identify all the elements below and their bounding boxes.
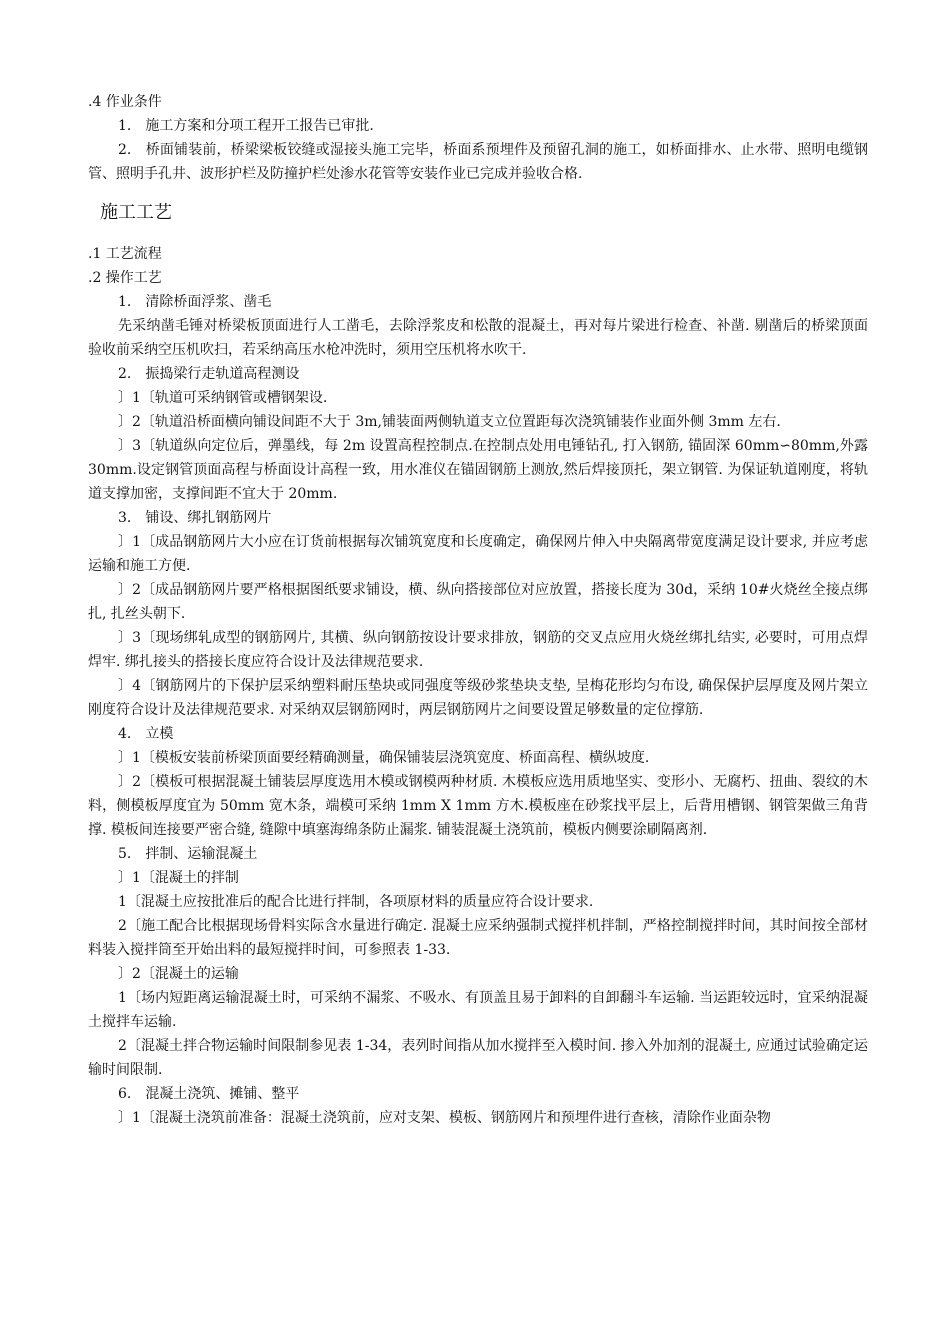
step-5-item-1-1: 1〔混凝土应按批准后的配合比进行拌制，各项原材料的质量应符合设计要求. <box>118 894 594 910</box>
step-1-heading: 1. 清除桥面浮浆、凿毛 <box>118 294 272 310</box>
subsection-2-heading: .2 操作工艺 <box>88 270 162 286</box>
section-title: 施工工艺 <box>100 202 172 223</box>
step-5-item-2-2: 2〔混凝土拌合物运输时间限制参见表 1-34，表列时间指从加水搅拌至入模时间. 掺入外加剂的混凝土, 应通过试验确定运输时间限制. <box>88 1038 868 1078</box>
step-5-item-1: 〕1〔混凝土的拌制 <box>118 870 239 886</box>
step-1-text: 先采纳凿毛锤对桥梁板顶面进行人工凿毛，去除浮浆皮和松散的混凝土，再对每片梁进行检查、补凿. 剔凿后的桥梁顶面验收前采纳空压机吹扫，若采纳高压水枪冲洗时，须用空压机将水吹干. <box>88 318 868 358</box>
step-2-item-2: 〕2〔轨道沿桥面横向铺设间距不大于 3m,铺装面两侧轨道支立位置距每次浇筑铺装作业面外侧 3mm 左右. <box>118 414 781 430</box>
step-4-item-1: 〕1〔模板安装前桥梁顶面要经精确测量，确保铺装层浇筑宽度、桥面高程、横纵坡度. <box>118 750 650 766</box>
condition-1: 1. 施工方案和分项工程开工报告已审批. <box>118 118 374 134</box>
step-3-item-2: 〕2〔成品钢筋网片要严格根据图纸要求铺设，横、纵向搭接部位对应放置，搭接长度为 30d，采纳 10#火烧丝全接点绑扎, 扎丝头朝下. <box>88 582 868 622</box>
step-2-item-1: 〕1〔轨道可采纳钢管或槽钢架设. <box>118 390 328 406</box>
step-3-item-3: 〕3〔现场绑轧成型的钢筋网片, 其横、纵向钢筋按设计要求排放，钢筋的交叉点应用火烧丝绑扎结实, 必要时，可用点焊焊牢. 绑扎接头的搭接长度应符合设计及法律规范要求. <box>88 630 868 670</box>
document-page <box>88 90 868 1130</box>
step-5-item-2: 〕2〔混凝土的运输 <box>118 966 239 982</box>
step-5-item-1-2: 2〔施工配合比根据现场骨料实际含水量进行确定. 混凝土应采纳强制式搅拌机拌制，严格控制搅拌时间，其时间按全部材料装入搅拌筒至开始出料的最短搅拌时间，可参照表 1-33. <box>88 918 868 958</box>
step-5-item-2-1: 1〔场内短距离运输混凝土时，可采纳不漏浆、不吸水、有顶盖且易于卸料的自卸翻斗车运输. 当运距较远时，宜采纳混凝土搅拌车运输. <box>88 990 868 1030</box>
step-3-heading: 3. 铺设、绑扎钢筋网片 <box>118 510 272 526</box>
step-6-item-1: 〕1〔混凝土浇筑前准备：混凝土浇筑前，应对支架、模板、钢筋网片和预埋件进行查核，清除作业面杂物 <box>118 1110 771 1126</box>
step-2-item-3: 〕3〔轨道纵向定位后，弹墨线，每 2m 设置高程控制点.在控制点处用电锤钻孔, 打入钢筋, 锚固深 60mm∽80mm,外露 30mm.设定钢管顶面高程与桥面设计高程一致，用水准仪在锚固钢筋上测放,然后焊接顶托，架立钢管. 为保证轨道刚度，将轨道支撑加密，支撑间距不宜大于 20mm. <box>88 438 868 502</box>
step-4-heading: 4. 立模 <box>118 726 174 742</box>
step-2-heading: 2. 振捣梁行走轨道高程测设 <box>118 366 300 382</box>
step-3-item-1: 〕1〔成品钢筋网片大小应在订货前根据每次铺筑宽度和长度确定，确保网片伸入中央隔离带宽度满足设计要求, 并应考虑运输和施工方便. <box>88 534 868 574</box>
step-4-item-2: 〕2〔模板可根据混凝土铺装层厚度选用木模或钢模两种材质. 木模板应选用质地坚实、变形小、无腐朽、扭曲、裂纹的木料，侧模板厚度宜为 50mm 宽木条，端模可采纳 1mm X 1mm 方木.模板座在砂浆找平层上，后背用槽钢、钢管架做三角背撑. 模板间连接要严密合缝, 缝隙中填塞海绵条防止漏浆. 铺装混凝土浇筑前，模板内侧要涂刷隔离剂. <box>88 774 868 838</box>
subsection-1-heading: .1 工艺流程 <box>88 246 162 262</box>
condition-2: 2. 桥面铺装前，桥梁梁板铰缝或湿接头施工完毕，桥面系预埋件及预留孔洞的施工，如桥面排水、止水带、照明电缆钢管、照明手孔井、波形护栏及防撞护栏处渗水花管等安装作业已完成并验收合格. <box>88 142 868 182</box>
step-3-item-4: 〕4〔钢筋网片的下保护层采纳塑料耐压垫块或同强度等级砂浆垫块支垫, 呈梅花形均匀布设, 确保保护层厚度及网片架立刚度符合设计及法律规范要求. 对采纳双层钢筋网时，两层钢筋网片之间要设置足够数量的定位撑筋. <box>88 678 868 718</box>
step-5-heading: 5. 拌制、运输混凝土 <box>118 846 258 862</box>
section-4-heading: .4 作业条件 <box>88 94 162 110</box>
step-6-heading: 6. 混凝土浇筑、摊铺、整平 <box>118 1086 300 1102</box>
